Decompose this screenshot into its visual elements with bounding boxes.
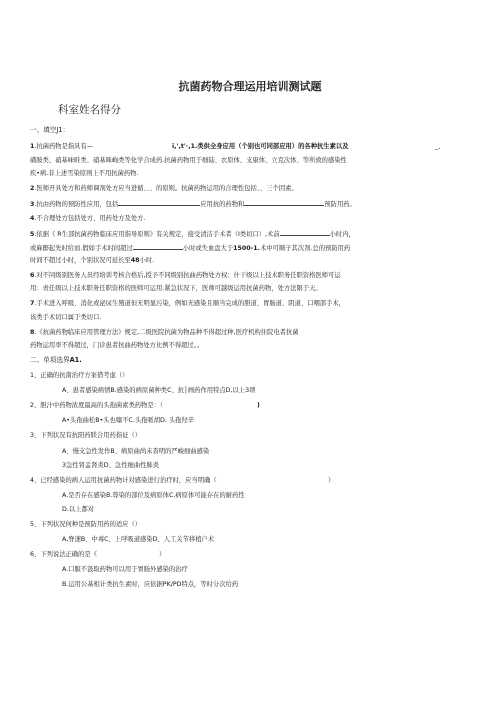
question-text: .抗菌药物是指具有— xyxy=(34,143,94,150)
question-5-line-2 xyxy=(30,243,350,253)
question-number: 1 xyxy=(30,143,35,150)
closing-parenthesis: ） xyxy=(159,551,166,558)
question-3 xyxy=(30,199,356,209)
choice-options-2: A•头孢曲松B•头也噻不C.头孢哌胡D. 头孢羟辛 xyxy=(62,417,195,424)
question-text: i,',t'·,1.类供全身应用（个别也可同部应用）的各种抗生素以及 xyxy=(172,143,349,150)
answer-blank[interactable] xyxy=(118,199,200,206)
section-heading-fill-in: 一、填空J1： xyxy=(30,126,70,134)
question-number: 3 xyxy=(30,201,35,208)
question-text: 小时或失血盘大于 xyxy=(182,245,234,252)
question-number: 8 xyxy=(30,329,35,336)
question-text: 或麻醉起先时给而.假如手术时间超过 xyxy=(30,245,133,252)
question-text: 应用抗的药物和 xyxy=(200,201,245,208)
question-1-line-1 xyxy=(30,142,93,151)
question-text: .手术进入呼吸、消化或泌尿生殖道但无明显污染，例如无感染且顺当完成的胆道、胃肠道、阴道、口咽部手术， xyxy=(34,300,345,307)
question-text: 小时内， xyxy=(329,231,355,238)
choice-options-3b: 3急性肾盂肾炎D、急性细曲性肺炎 xyxy=(62,462,160,469)
answer-blank[interactable] xyxy=(244,199,324,206)
question-1-line-3: 疾•病.非上述雪染原则上不用抗菌药物. xyxy=(30,170,139,177)
choice-options-6b: B.运用公基相计类抗生素时，应依据PK/PD特点，等时分次给药 xyxy=(62,581,239,588)
question-number: 6 xyxy=(30,272,35,279)
choice-question-1: 1、正确的抗南治疗方案借考虑（） xyxy=(30,372,129,379)
question-text: _、 xyxy=(435,143,445,150)
question-text: 预防用药。 xyxy=(324,201,356,208)
question-text: 48 xyxy=(130,257,140,264)
question-text: 术中可顺子其次剂.总的预防用药 xyxy=(260,245,351,252)
question-text: 1500-1. xyxy=(233,245,261,252)
choice-options-4b: D.以上都对 xyxy=(62,506,95,513)
closing-parenthesis: ） xyxy=(328,477,335,484)
answer-blank[interactable] xyxy=(133,243,183,250)
question-8-line-1 xyxy=(30,328,299,337)
question-text: .抗由药物的预防性应用，包括 xyxy=(34,201,119,208)
question-text: .不合理处方包括处方、用药处方及处方. xyxy=(34,215,146,222)
choice-question-4: 4、已经感染的病人运用抗菌药物计对感染进行治疗时，应当明确（ xyxy=(30,477,217,484)
question-7-line-2: 该类手术切口属于类切口. xyxy=(30,314,102,321)
question-5-line-3 xyxy=(30,256,154,265)
question-text: .医师开具处方和药师调剂处方应当进循、、、的原则。抗菌药物运用的合理性包括、、三个因素。 xyxy=(34,185,298,192)
question-7-line-1 xyxy=(30,299,345,308)
choice-options-4a: A.是否存在感染B.尊染的部位及病原体C.病原体可能存在的耐药性 xyxy=(62,492,245,499)
choice-options-5: A,脊速B、中毒C、上呼吸道感染D、人工关节移植户术 xyxy=(62,536,215,543)
choice-question-5: 5、下列状况何种是预防用药的适应（） xyxy=(30,521,142,528)
choice-question-3: 3、下列状况有抗阳药联合用药指征（） xyxy=(30,432,142,439)
document-title: 抗菌药物合理运用培训测试题 xyxy=(178,80,322,93)
question-text: .依据《 R生部抗菌药物临床应用指导原则》有关规定，接受清洁手术者（I类切口）,术前 xyxy=(34,231,280,238)
question-1-line-2: 磺胺类、硝基味畦类、硝基咪峋类等化学合成药.抗菌药物用于细陆、衣原体、支康体、立克次体、等所致的感染性 xyxy=(30,157,347,164)
section-heading-single-choice: 二、单项选界A1. xyxy=(30,356,82,364)
question-8-line-2: 药物运用率不得超过，门诊患者抗曲药物处方比例不得超过。。 xyxy=(30,342,204,349)
question-number: 7 xyxy=(30,300,35,307)
answer-blank[interactable] xyxy=(280,229,330,236)
choice-options-3a: A、慢支急性发作B、病原曲尚未杳明的严峻细曲感染 xyxy=(62,448,210,455)
closing-parenthesis: ) xyxy=(257,402,260,409)
question-4 xyxy=(30,214,145,223)
question-text: .《抗菌药物临床应用管理方法》规定,二级医院抗菌为物品种不得超过种,医疗机构住院电者抗菌 xyxy=(34,329,299,336)
question-text: .对不同级别医务人员经培训考核合格后,授予不同级别抗曲药物处方权：什干级以上技术职务任职资格医师可运 xyxy=(34,272,341,279)
choice-options-1: A、患者感染病情B.感染的病原菌种类C、抗│画药作用特点D,以上3项 xyxy=(62,387,256,394)
question-number: 2 xyxy=(30,185,35,192)
question-6-line-2: 用：责任级以上技术职务任职资格的医师可运用.紧急状况下，医师可越级运用抗菌药物，处方法限于天。 xyxy=(30,285,322,292)
question-6-line-1 xyxy=(30,271,341,280)
choice-question-6: 6、下列说法正确的是《 xyxy=(30,551,97,558)
choice-options-6a: A.口服不汲取药物可以用于胃肠外感染的治疗 xyxy=(62,566,188,573)
question-5-line-1 xyxy=(30,229,355,239)
question-number: 4 xyxy=(30,215,35,222)
question-text: 时间不超过小时，个别状况可延长至 xyxy=(30,257,131,264)
choice-question-2: 2、胆汁中药物浓度最高的头孢菌素类药物是：（ xyxy=(30,402,164,409)
question-number: 5 xyxy=(30,231,35,238)
question-text: 小时. xyxy=(139,257,155,264)
question-2 xyxy=(30,184,298,193)
name-score-line: 科室姓名得分 xyxy=(58,104,121,116)
